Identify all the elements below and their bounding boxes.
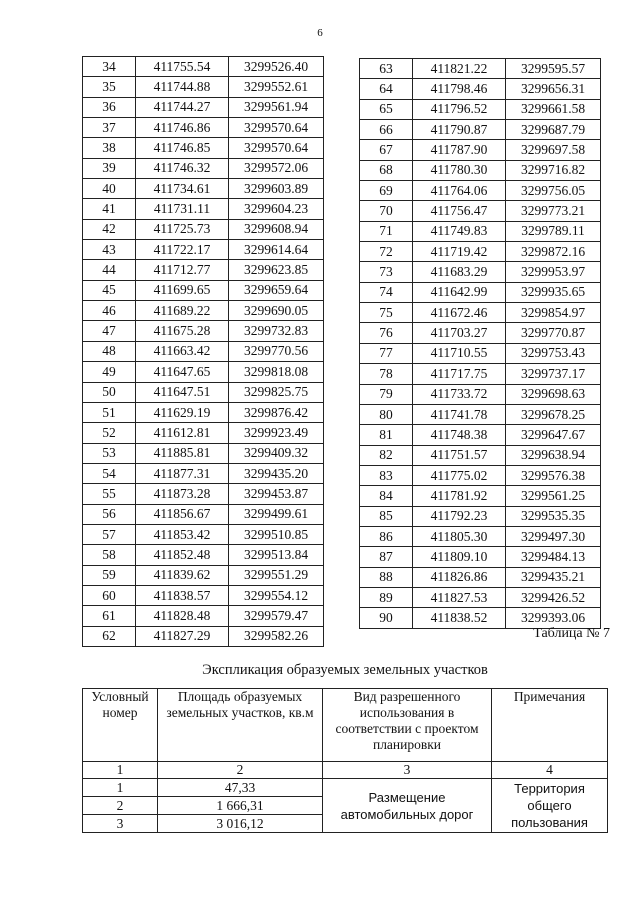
coordinate-row	[360, 262, 601, 282]
coordinate-row	[83, 219, 324, 239]
coordinate-y: 3299453.87	[229, 484, 324, 504]
coordinate-y: 3299623.85	[229, 260, 324, 280]
coordinate-y: 3299737.17	[506, 364, 601, 384]
coordinate-x: 411717.75	[413, 364, 506, 384]
point-number: 55	[83, 484, 136, 504]
parcel-area: 47,33	[158, 779, 323, 797]
coordinate-y: 3299510.85	[229, 524, 324, 544]
coordinate-y: 3299608.94	[229, 219, 324, 239]
coordinate-row	[360, 567, 601, 587]
coordinate-row	[83, 626, 324, 646]
coordinate-x: 411809.10	[413, 547, 506, 567]
coordinate-x: 411612.81	[136, 423, 229, 443]
coordinate-y: 3299872.16	[506, 242, 601, 262]
coordinate-x: 411756.47	[413, 201, 506, 221]
explication-column-numbers-row	[83, 762, 608, 779]
coordinate-x: 411683.29	[413, 262, 506, 282]
coordinate-y: 3299661.58	[506, 99, 601, 119]
coordinate-x: 411710.55	[413, 343, 506, 363]
point-number: 83	[360, 465, 413, 485]
coordinate-x: 411838.52	[413, 608, 506, 628]
coordinate-x: 411647.65	[136, 362, 229, 382]
coordinate-x: 411775.02	[413, 465, 506, 485]
coordinate-y: 3299716.82	[506, 160, 601, 180]
coordinate-y: 3299552.61	[229, 77, 324, 97]
coordinate-row	[83, 423, 324, 443]
coordinate-y: 3299576.38	[506, 465, 601, 485]
coordinate-row	[360, 506, 601, 526]
point-number: 59	[83, 565, 136, 585]
coordinate-row	[83, 585, 324, 605]
coordinate-x: 411746.32	[136, 158, 229, 178]
point-number: 36	[83, 97, 136, 117]
coordinate-row	[83, 138, 324, 158]
parcel-area: 1 666,31	[158, 797, 323, 815]
coordinate-x: 411719.42	[413, 242, 506, 262]
header-notes: Примечания	[492, 689, 608, 762]
column-number: 3	[323, 762, 492, 779]
explication-table	[82, 688, 608, 833]
point-number: 79	[360, 384, 413, 404]
coordinate-x: 411856.67	[136, 504, 229, 524]
coordinate-x: 411821.22	[413, 59, 506, 79]
coordinate-row	[360, 181, 601, 201]
coordinate-x: 411780.30	[413, 160, 506, 180]
header-conditional-number: Условный номер	[83, 689, 158, 762]
explication-header-row	[83, 689, 608, 762]
coordinate-x: 411798.46	[413, 79, 506, 99]
coordinate-y: 3299789.11	[506, 221, 601, 241]
page-number: 6	[317, 27, 323, 39]
coordinate-y: 3299953.97	[506, 262, 601, 282]
coordinate-x: 411873.28	[136, 484, 229, 504]
coordinate-row	[360, 547, 601, 567]
point-number: 51	[83, 402, 136, 422]
coordinate-x: 411699.65	[136, 280, 229, 300]
coordinate-y: 3299579.47	[229, 606, 324, 626]
coordinate-x: 411827.53	[413, 587, 506, 607]
coordinate-x: 411877.31	[136, 463, 229, 483]
coordinate-row	[360, 587, 601, 607]
coordinate-y: 3299678.25	[506, 404, 601, 424]
coordinate-x: 411749.83	[413, 221, 506, 241]
coordinate-row	[360, 323, 601, 343]
coordinate-x: 411792.23	[413, 506, 506, 526]
coordinate-row	[83, 260, 324, 280]
coordinate-y: 3299638.94	[506, 445, 601, 465]
coordinate-row	[83, 463, 324, 483]
coordinate-y: 3299603.89	[229, 179, 324, 199]
coordinate-x: 411642.99	[413, 282, 506, 302]
point-number: 80	[360, 404, 413, 424]
coordinate-row	[360, 425, 601, 445]
notes: Территория общего пользования	[492, 779, 608, 833]
coordinate-y: 3299570.64	[229, 118, 324, 138]
coordinate-row	[83, 179, 324, 199]
coordinate-row	[83, 545, 324, 565]
point-number: 35	[83, 77, 136, 97]
coordinate-y: 3299570.64	[229, 138, 324, 158]
point-number: 47	[83, 321, 136, 341]
coordinates-table-left	[82, 56, 324, 647]
column-number: 4	[492, 762, 608, 779]
point-number: 68	[360, 160, 413, 180]
coordinate-row	[83, 280, 324, 300]
coordinate-row	[83, 402, 324, 422]
point-number: 85	[360, 506, 413, 526]
parcel-number: 3	[83, 815, 158, 833]
coordinate-row	[360, 303, 601, 323]
coordinate-row	[83, 606, 324, 626]
coordinate-x: 411689.22	[136, 301, 229, 321]
coordinate-row	[83, 484, 324, 504]
coordinate-row	[360, 404, 601, 424]
point-number: 76	[360, 323, 413, 343]
coordinate-y: 3299526.40	[229, 57, 324, 77]
coordinate-y: 3299732.83	[229, 321, 324, 341]
coordinate-x: 411734.61	[136, 179, 229, 199]
point-number: 42	[83, 219, 136, 239]
coordinate-x: 411725.73	[136, 219, 229, 239]
coordinate-row	[83, 57, 324, 77]
header-permitted-use: Вид разрешенного использования в соответствии с проектом планировки	[323, 689, 492, 762]
point-number: 61	[83, 606, 136, 626]
point-number: 73	[360, 262, 413, 282]
coordinate-x: 411755.54	[136, 57, 229, 77]
coordinate-row	[360, 120, 601, 140]
point-number: 43	[83, 240, 136, 260]
coordinate-row	[83, 382, 324, 402]
coordinate-y: 3299647.67	[506, 425, 601, 445]
point-number: 53	[83, 443, 136, 463]
coordinate-row	[360, 201, 601, 221]
coordinate-row	[83, 301, 324, 321]
coordinate-row	[360, 364, 601, 384]
coordinate-y: 3299554.12	[229, 585, 324, 605]
coordinate-x: 411751.57	[413, 445, 506, 465]
coordinate-x: 411672.46	[413, 303, 506, 323]
coordinate-x: 411853.42	[136, 524, 229, 544]
point-number: 74	[360, 282, 413, 302]
coordinate-x: 411675.28	[136, 321, 229, 341]
point-number: 66	[360, 120, 413, 140]
point-number: 46	[83, 301, 136, 321]
coordinate-y: 3299818.08	[229, 362, 324, 382]
point-number: 34	[83, 57, 136, 77]
coordinate-x: 411838.57	[136, 585, 229, 605]
coordinate-x: 411764.06	[413, 181, 506, 201]
coordinate-y: 3299773.21	[506, 201, 601, 221]
coordinate-y: 3299687.79	[506, 120, 601, 140]
coordinate-y: 3299551.29	[229, 565, 324, 585]
coordinate-y: 3299770.56	[229, 341, 324, 361]
coordinate-row	[83, 118, 324, 138]
coordinate-row	[83, 565, 324, 585]
coordinate-row	[360, 526, 601, 546]
coordinate-y: 3299753.43	[506, 343, 601, 363]
coordinate-y: 3299435.21	[506, 567, 601, 587]
table-title: Экспликация образуемых земельных участков	[202, 662, 488, 678]
coordinate-y: 3299435.20	[229, 463, 324, 483]
coordinate-y: 3299614.64	[229, 240, 324, 260]
point-number: 70	[360, 201, 413, 221]
point-number: 44	[83, 260, 136, 280]
coordinate-row	[360, 242, 601, 262]
coordinate-row	[360, 465, 601, 485]
coordinate-row	[360, 486, 601, 506]
point-number: 81	[360, 425, 413, 445]
coordinate-x: 411663.42	[136, 341, 229, 361]
coordinate-y: 3299825.75	[229, 382, 324, 402]
coordinate-y: 3299426.52	[506, 587, 601, 607]
coordinate-y: 3299923.49	[229, 423, 324, 443]
point-number: 69	[360, 181, 413, 201]
point-number: 49	[83, 362, 136, 382]
point-number: 65	[360, 99, 413, 119]
coordinate-x: 411629.19	[136, 402, 229, 422]
point-number: 54	[83, 463, 136, 483]
coordinate-row	[83, 341, 324, 361]
point-number: 63	[360, 59, 413, 79]
coordinate-x: 411826.86	[413, 567, 506, 587]
coordinate-y: 3299854.97	[506, 303, 601, 323]
point-number: 58	[83, 545, 136, 565]
coordinate-x: 411796.52	[413, 99, 506, 119]
point-number: 57	[83, 524, 136, 544]
coordinate-y: 3299698.63	[506, 384, 601, 404]
point-number: 88	[360, 567, 413, 587]
point-number: 39	[83, 158, 136, 178]
coordinate-x: 411748.38	[413, 425, 506, 445]
coordinate-y: 3299770.87	[506, 323, 601, 343]
coordinate-row	[83, 199, 324, 219]
point-number: 71	[360, 221, 413, 241]
coordinate-row	[360, 282, 601, 302]
coordinate-x: 411733.72	[413, 384, 506, 404]
coordinate-row	[83, 504, 324, 524]
coordinate-x: 411647.51	[136, 382, 229, 402]
coordinate-row	[360, 343, 601, 363]
coordinate-x: 411741.78	[413, 404, 506, 424]
coordinate-y: 3299393.06	[506, 608, 601, 628]
coordinate-x: 411712.77	[136, 260, 229, 280]
coordinate-row	[360, 79, 601, 99]
coordinates-table-right	[359, 58, 601, 629]
point-number: 37	[83, 118, 136, 138]
column-number: 1	[83, 762, 158, 779]
column-number: 2	[158, 762, 323, 779]
coordinate-y: 3299513.84	[229, 545, 324, 565]
coordinate-x: 411781.92	[413, 486, 506, 506]
coordinate-y: 3299604.23	[229, 199, 324, 219]
coordinate-row	[83, 524, 324, 544]
coordinate-x: 411703.27	[413, 323, 506, 343]
point-number: 90	[360, 608, 413, 628]
coordinate-x: 411790.87	[413, 120, 506, 140]
coordinate-y: 3299409.32	[229, 443, 324, 463]
coordinate-row	[360, 160, 601, 180]
coordinate-y: 3299595.57	[506, 59, 601, 79]
coordinate-y: 3299572.06	[229, 158, 324, 178]
table-caption: Таблица № 7	[533, 626, 610, 641]
point-number: 77	[360, 343, 413, 363]
coordinate-row	[83, 158, 324, 178]
coordinate-row	[83, 97, 324, 117]
point-number: 64	[360, 79, 413, 99]
point-number: 60	[83, 585, 136, 605]
coordinate-y: 3299656.31	[506, 79, 601, 99]
coordinate-row	[360, 445, 601, 465]
coordinate-row	[360, 140, 601, 160]
point-number: 86	[360, 526, 413, 546]
point-number: 45	[83, 280, 136, 300]
coordinate-x: 411828.48	[136, 606, 229, 626]
coordinate-y: 3299499.61	[229, 504, 324, 524]
point-number: 87	[360, 547, 413, 567]
coordinate-x: 411885.81	[136, 443, 229, 463]
coordinate-row	[83, 321, 324, 341]
permitted-use: Размещение автомобильных дорог	[323, 779, 492, 833]
header-area: Площадь образуемых земельных участков, кв.м	[158, 689, 323, 762]
coordinate-row	[360, 384, 601, 404]
coordinate-row	[83, 77, 324, 97]
coordinate-row	[83, 443, 324, 463]
coordinate-row	[360, 99, 601, 119]
point-number: 41	[83, 199, 136, 219]
coordinate-y: 3299535.35	[506, 506, 601, 526]
point-number: 50	[83, 382, 136, 402]
parcel-area: 3 016,12	[158, 815, 323, 833]
coordinate-y: 3299582.26	[229, 626, 324, 646]
coordinate-x: 411746.85	[136, 138, 229, 158]
parcel-number: 2	[83, 797, 158, 815]
point-number: 56	[83, 504, 136, 524]
coordinate-y: 3299561.94	[229, 97, 324, 117]
coordinate-y: 3299659.64	[229, 280, 324, 300]
coordinate-x: 411744.27	[136, 97, 229, 117]
explication-row	[83, 779, 608, 797]
coordinate-y: 3299561.25	[506, 486, 601, 506]
coordinate-x: 411827.29	[136, 626, 229, 646]
point-number: 48	[83, 341, 136, 361]
coordinate-row	[83, 240, 324, 260]
coordinate-y: 3299876.42	[229, 402, 324, 422]
point-number: 78	[360, 364, 413, 384]
point-number: 62	[83, 626, 136, 646]
coordinate-x: 411731.11	[136, 199, 229, 219]
point-number: 40	[83, 179, 136, 199]
coordinate-y: 3299935.65	[506, 282, 601, 302]
coordinate-x: 411744.88	[136, 77, 229, 97]
coordinate-x: 411839.62	[136, 565, 229, 585]
point-number: 72	[360, 242, 413, 262]
coordinate-x: 411787.90	[413, 140, 506, 160]
point-number: 84	[360, 486, 413, 506]
coordinate-row	[360, 221, 601, 241]
coordinate-x: 411722.17	[136, 240, 229, 260]
coordinate-x: 411746.86	[136, 118, 229, 138]
coordinate-y: 3299497.30	[506, 526, 601, 546]
coordinate-y: 3299697.58	[506, 140, 601, 160]
coordinate-row	[360, 59, 601, 79]
point-number: 82	[360, 445, 413, 465]
point-number: 52	[83, 423, 136, 443]
coordinate-y: 3299484.13	[506, 547, 601, 567]
coordinate-y: 3299756.05	[506, 181, 601, 201]
coordinate-x: 411852.48	[136, 545, 229, 565]
point-number: 75	[360, 303, 413, 323]
point-number: 67	[360, 140, 413, 160]
parcel-number: 1	[83, 779, 158, 797]
coordinate-x: 411805.30	[413, 526, 506, 546]
point-number: 89	[360, 587, 413, 607]
point-number: 38	[83, 138, 136, 158]
coordinate-y: 3299690.05	[229, 301, 324, 321]
coordinate-row	[83, 362, 324, 382]
